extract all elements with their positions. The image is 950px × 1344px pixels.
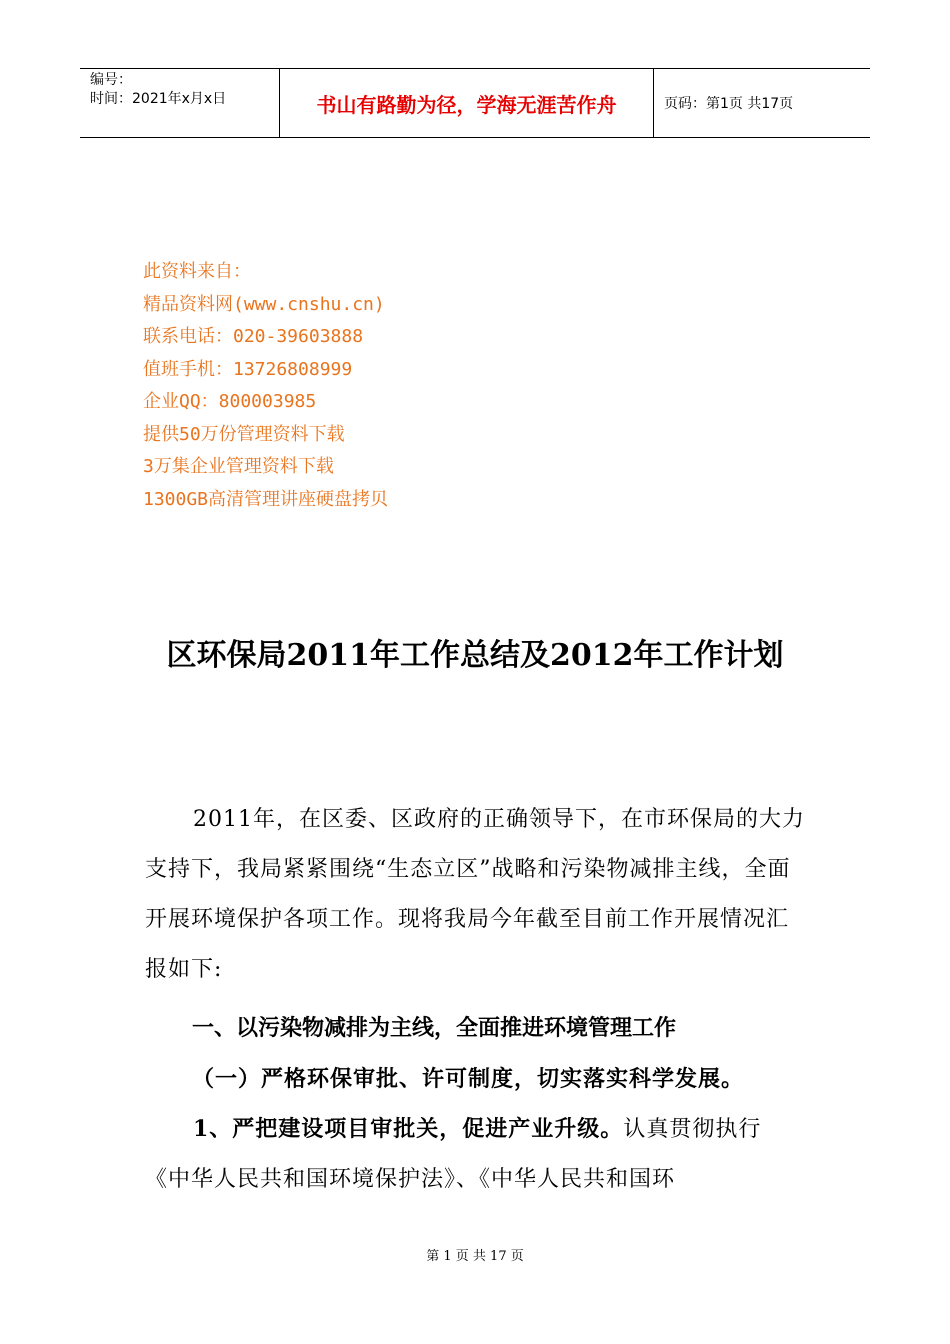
intro-paragraph: 2011年，在区委、区政府的正确领导下，在市环保局的大力支持下，我局紧紧围绕“生态立区”战略和污染物减排主线，全面开展环境保护各项工作。现将我局今年截至目前工作开展情况汇报如下: bbox=[145, 807, 805, 982]
number-label: 编号： bbox=[90, 72, 132, 88]
header-page-info: 页码：第1页 共17页 bbox=[664, 96, 794, 112]
info-line: 精品资料网(www.cnshu.cn) bbox=[143, 293, 385, 315]
document-title: 区环保局2011年工作总结及2012年工作计划 bbox=[166, 638, 784, 673]
header-meta bbox=[80, 69, 280, 137]
info-line: 1300GB高清管理讲座硬盘拷贝 bbox=[143, 488, 389, 510]
info-line: 提供50万份管理资料下载 bbox=[143, 423, 345, 445]
time-label: 时间：2021年x月x日 bbox=[90, 91, 227, 107]
source-info-block bbox=[143, 256, 388, 516]
info-line: 值班手机：13726808999 bbox=[143, 358, 353, 380]
header-motto: 书山有路勤为径，学海无涯苦作舟 bbox=[280, 69, 654, 137]
info-line: 企业QQ：800003985 bbox=[143, 391, 317, 412]
page-footer: 第 1 页 共 17 页 bbox=[426, 1249, 524, 1264]
item-lead: 1、严把建设项目审批关，促进产业升级。 bbox=[193, 1116, 624, 1142]
info-line: 联系电话：020-39603888 bbox=[143, 326, 364, 347]
subsection-heading: （一）严格环保审批、许可制度，切实落实科学发展。 bbox=[192, 1066, 745, 1092]
item-text: 认真贯彻执行《中华人民共和国环境保护法》、《中华人民共和国环 bbox=[145, 1117, 762, 1192]
info-line: 此资料来自： bbox=[143, 261, 251, 282]
section-heading: 一、以污染物减排为主线，全面推进环境管理工作 bbox=[192, 1016, 677, 1041]
page-header bbox=[80, 68, 870, 138]
info-line: 3万集企业管理资料下载 bbox=[143, 456, 334, 477]
item-paragraph bbox=[145, 1104, 805, 1205]
